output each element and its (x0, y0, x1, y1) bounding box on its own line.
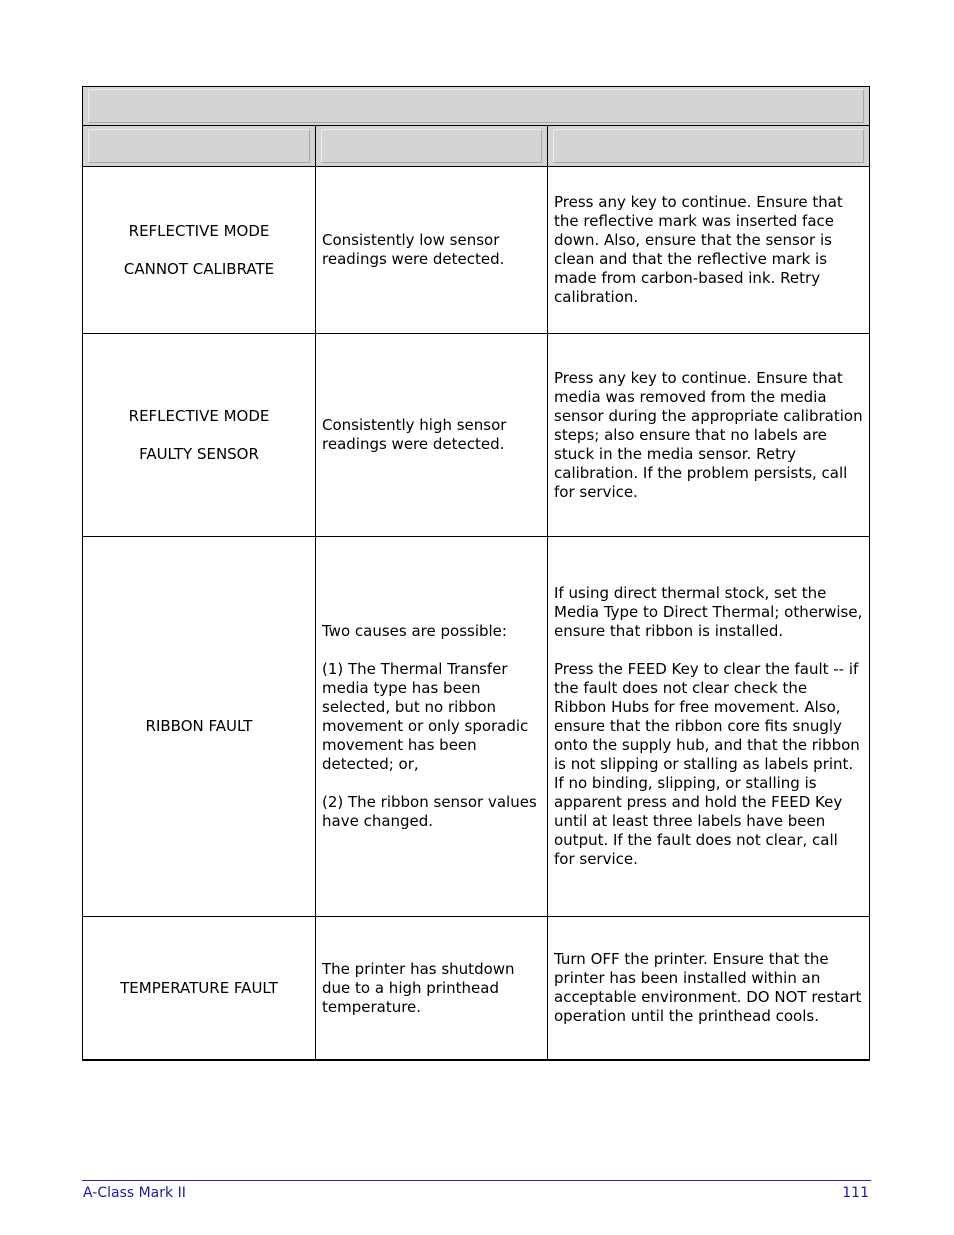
table-row (83, 334, 870, 537)
solution-cell: Turn OFF the printer. Ensure that the printer has been installed within an acceptable environment. DO NOT restart operation until the printhead cools. (548, 917, 870, 1061)
table-row (83, 167, 870, 334)
footer-product-name: A-Class Mark II (83, 1185, 186, 1201)
cause-paragraph: (1) The Thermal Transfer media type has been selected, but no ribbon movement or only sporadic movement has been detected; or, (322, 660, 529, 773)
cause-paragraph: Two causes are possible: (322, 622, 507, 640)
solution-paragraph: If using direct thermal stock, set the Media Type to Direct Thermal; otherwise, ensure that ribbon is installed. (554, 584, 863, 640)
message-line: TEMPERATURE FAULT (120, 978, 278, 997)
solution-cell: Press any key to continue. Ensure that the reflective mark was inserted face down. Also, ensure that the sensor is clean and that the reflective mark is made from carbon-based ink. Retry calibration. (548, 167, 870, 334)
footer-divider (82, 1180, 871, 1181)
solution-cell: Press any key to continue. Ensure that media was removed from the media sensor during the appropriate calibration steps; also ensure that no labels are stuck in the media sensor. Retry calibration. If the problem persists, call for service. (548, 334, 870, 537)
header-cell-solution (548, 126, 870, 167)
table-title-row (83, 87, 870, 126)
message-cell (83, 537, 316, 917)
message-cell (83, 917, 316, 1061)
message-line: CANNOT CALIBRATE (123, 259, 275, 278)
cause-cell: Consistently low sensor readings were detected. (316, 167, 548, 334)
message-cell (83, 334, 316, 537)
cause-cell: Consistently high sensor readings were detected. (316, 334, 548, 537)
table-header-row (83, 126, 870, 167)
message-line: REFLECTIVE MODE (128, 406, 270, 425)
solution-paragraph: Press the FEED Key to clear the fault -- if the fault does not clear check the Ribbon Hubs for free movement. Also, ensure that the ribbon core fits snugly onto the supply hub, and that the ribbon is not slipping or stalling as labels print. If no binding, slipping, or stalling is apparent press and hold the FEED Key until at least three labels have been output. If the fault does not clear, call for service. (554, 660, 860, 868)
message-cell (83, 167, 316, 334)
header-cell-message (83, 126, 316, 167)
solution-cell (548, 537, 870, 917)
table-row (83, 537, 870, 917)
cause-cell: The printer has shutdown due to a high printhead temperature. (316, 917, 548, 1061)
cause-paragraph: (2) The ribbon sensor values have changed. (322, 793, 537, 830)
table-row (83, 917, 870, 1061)
message-line: RIBBON FAULT (145, 717, 253, 735)
cause-cell (316, 537, 548, 917)
footer-page-number: 111 (842, 1185, 869, 1201)
fault-message-table (82, 86, 870, 1061)
message-line: REFLECTIVE MODE (128, 221, 270, 240)
table-title-cell (83, 87, 870, 126)
message-line: FAULTY SENSOR (139, 444, 259, 463)
header-cell-cause (316, 126, 548, 167)
